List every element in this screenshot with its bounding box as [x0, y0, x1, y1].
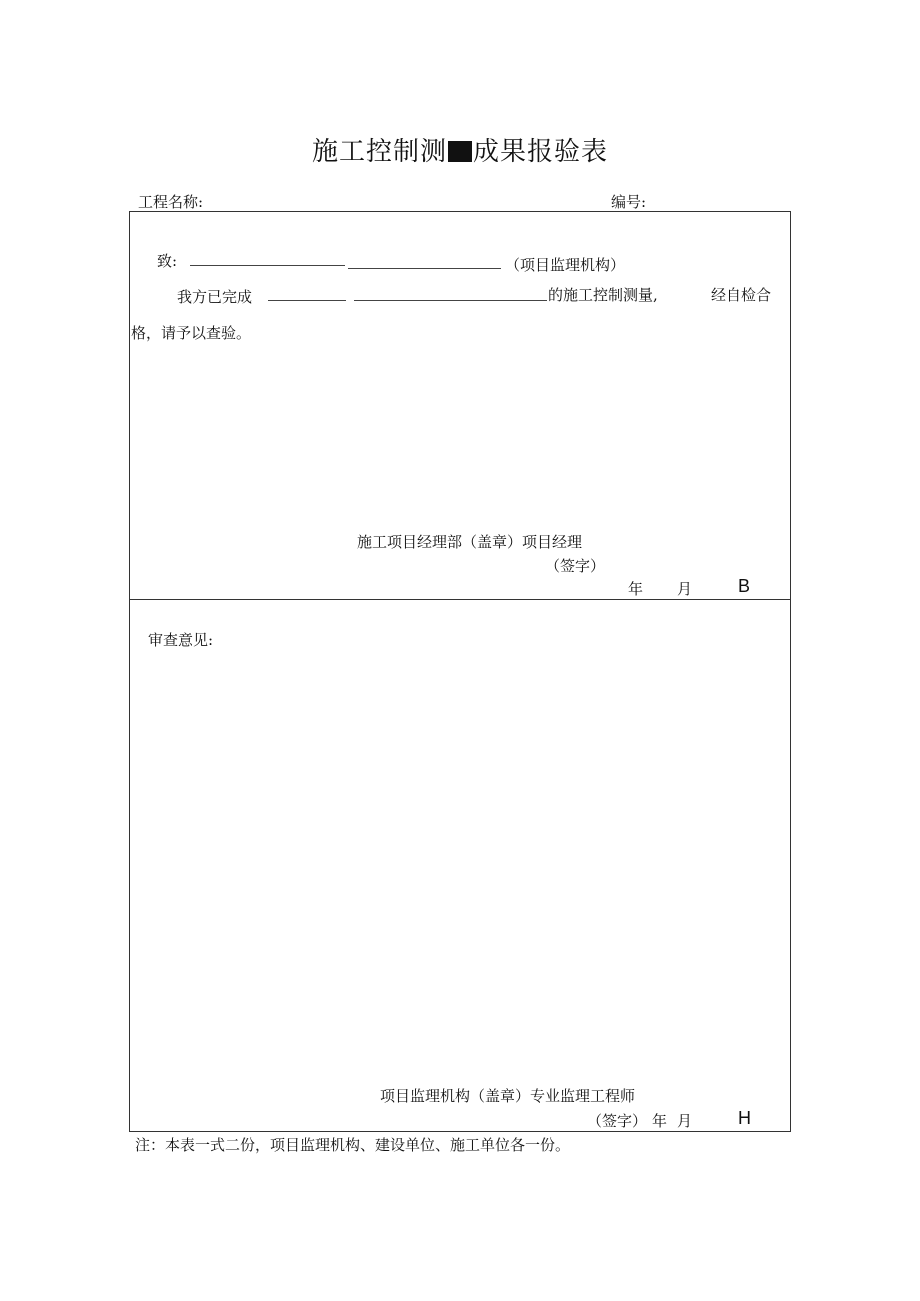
supervisor-sign-note: （签字） — [587, 1112, 648, 1130]
addressee-blank-2[interactable] — [348, 268, 501, 269]
addressee-blank-1[interactable] — [190, 265, 345, 266]
number-label: 编号: — [611, 193, 647, 211]
footnote: 注：本表一式二份，项目监理机构、建设单位、施工单位各一份。 — [135, 1136, 571, 1154]
self-check-text: 经自检合 — [711, 286, 772, 304]
contractor-sign-note: （签字） — [545, 557, 606, 575]
project-name-label: 工程名称: — [138, 193, 204, 211]
contractor-year: 年 — [628, 580, 644, 598]
redaction-block — [448, 141, 472, 162]
contractor-mark: B — [738, 576, 751, 596]
completed-prefix: 我方已完成 — [177, 288, 253, 306]
opinion-label: 审查意见: — [148, 631, 214, 649]
review-section — [129, 599, 791, 1132]
contractor-signer: 施工项目经理部（盖章）项目经理 — [357, 533, 583, 551]
work-blank-1[interactable] — [268, 300, 346, 301]
title-part-2: 成果报验表 — [473, 137, 609, 167]
supervisor-mark: H — [738, 1108, 751, 1128]
supervisor-month: 月 — [677, 1112, 693, 1130]
supervision-org-label: （项目监理机构） — [505, 256, 626, 274]
to-label: 致: — [157, 252, 178, 270]
supervisor-year: 年 — [652, 1112, 668, 1130]
completed-suffix: 的施工控制测量, — [548, 286, 658, 304]
title-part-1: 施工控制测 — [311, 137, 447, 167]
contractor-month: 月 — [677, 580, 693, 598]
page-title — [0, 131, 920, 168]
request-text: 格，请予以查验。 — [131, 324, 252, 342]
supervisor-signer: 项目监理机构（盖章）专业监理工程师 — [380, 1087, 636, 1105]
work-blank-2[interactable] — [354, 300, 547, 301]
